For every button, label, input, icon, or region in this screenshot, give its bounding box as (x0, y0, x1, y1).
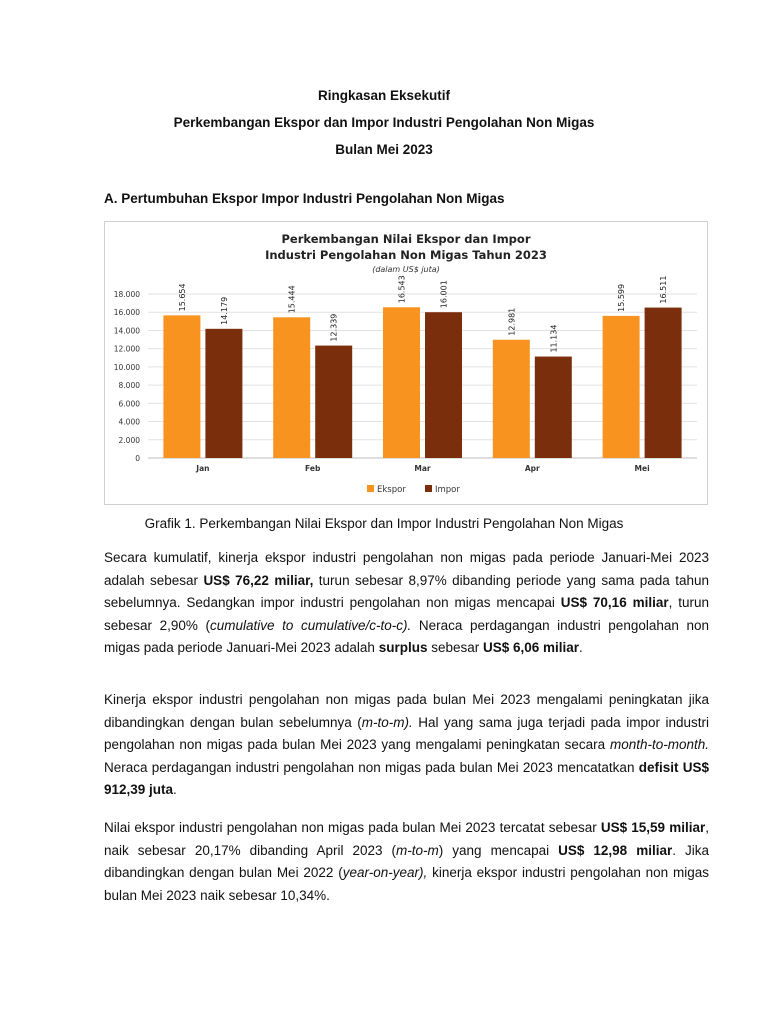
p1-text-a: Secara kumulatif, kinerja ekspor industri pengolahan non migas pada periode Januari-Mei 2023 adalah sebesar (104, 550, 709, 588)
chart-bars (163, 307, 681, 458)
x-tick-label-mar: Mar (414, 464, 431, 473)
paragraph-may-export (104, 817, 709, 907)
p1-surplus-word: surplus (378, 640, 428, 656)
data-label-ekspor-apr: 12.981 (507, 307, 517, 336)
bar-ekspor-feb (273, 317, 310, 458)
p2-text-c: Hal yang sama juga terjadi pada impor industri pengolahan non migas pada bulan Mei 2023 yang mengalami peningkatan secara (104, 714, 709, 753)
p2-mtom-term: m-to-m). (361, 714, 413, 730)
p2-text-e: Neraca perdagangan industri pengolahan non migas pada bulan Mei 2023 mencatatkan (104, 759, 639, 775)
p3-text-e: ) yang mencapai (438, 842, 559, 858)
p1-text-e: , turun sebesar 2,90% ( (104, 595, 709, 633)
chart-subtitle: (dalam US$ juta) (372, 265, 440, 274)
p3-text-i: kinerja ekspor industri pengolahan non migas bulan Mei 2023 naik sebesar 10,34%. (104, 865, 710, 903)
chart-legend (367, 485, 460, 495)
data-label-ekspor-jan: 15.654 (177, 283, 187, 312)
p1-import-value: US$ 70,16 miliar (560, 595, 669, 611)
chart-title-line1: Perkembangan Nilai Ekspor dan Impor (281, 232, 531, 246)
p1-text-i: sebesar (427, 640, 483, 656)
chart-data-labels (178, 275, 668, 352)
y-tick-label: 8.000 (118, 381, 140, 391)
p3-may-export-value: US$ 15,59 miliar (600, 820, 706, 835)
section-heading: A. Pertumbuhan Ekspor Impor Industri Pengolahan Non Migas (104, 191, 505, 206)
bar-ekspor-jan (163, 315, 200, 458)
paragraph-cumulative (104, 547, 709, 660)
p3-yoy-term: year-on-year), (342, 865, 428, 881)
bar-ekspor-apr (493, 340, 530, 458)
bar-impor-apr (535, 357, 572, 458)
y-tick-label: 16.000 (113, 308, 140, 318)
data-label-impor-feb: 12.339 (329, 313, 339, 342)
y-tick-label: 10.000 (113, 362, 140, 372)
p3-text-c: , naik sebesar 20,17% dibanding April 2023 ( (104, 820, 709, 858)
bar-impor-feb (315, 346, 352, 458)
y-tick-label: 4.000 (118, 417, 140, 427)
p1-text-g: Neraca perdagangan industri pengolahan non migas pada periode Januari-Mei 2023 adalah (104, 617, 709, 656)
data-label-ekspor-mei: 15.599 (617, 283, 627, 312)
p3-text-g: . Jika dibandingkan dengan bulan Mei 2022 ( (104, 842, 709, 881)
figure-caption: Grafik 1. Perkembangan Nilai Ekspor dan Impor Industri Pengolahan Non Migas (144, 516, 624, 531)
document-title-block (0, 86, 768, 167)
y-tick-label: 14.000 (113, 326, 140, 336)
data-label-ekspor-mar: 16.543 (397, 275, 407, 304)
y-tick-label: 12.000 (113, 344, 140, 354)
p3-april-export-value: US$ 12,98 miliar (558, 842, 673, 858)
doc-title-line2: Perkembangan Ekspor dan Impor Industri Pengolahan Non Migas (173, 115, 595, 130)
export-import-chart (104, 221, 708, 505)
doc-title-line1: Ringkasan Eksekutif (317, 88, 451, 103)
legend-label-ekspor: Ekspor (377, 485, 406, 495)
x-tick-label-mei: Mei (634, 464, 650, 473)
legend-swatch-impor (425, 485, 432, 492)
legend-label-impor: Impor (435, 485, 460, 495)
p1-text-k: . (579, 640, 583, 656)
bar-ekspor-mei (603, 316, 640, 458)
bar-impor-jan (205, 329, 242, 458)
data-label-impor-mar: 16.001 (439, 280, 449, 309)
bar-ekspor-mar (383, 307, 420, 458)
y-tick-label: 6.000 (118, 399, 140, 409)
y-tick-label: 2.000 (118, 435, 140, 445)
p2-deficit-value: defisit US$ 912,39 juta (104, 759, 709, 798)
doc-title-line3: Bulan Mei 2023 (335, 142, 433, 157)
paragraph-monthly (104, 689, 709, 802)
p3-text-a: Nilai ekspor industri pengolahan non migas pada bulan Mei 2023 tercatat sebesar (104, 820, 601, 835)
p1-surplus-value: US$ 6,06 miliar (482, 640, 580, 656)
p2-text-g: . (173, 782, 177, 798)
p2-text-a: Kinerja ekspor industri pengolahan non migas pada bulan Mei 2023 mengalami peningkatan jika dibandingkan dengan bulan sebelumnya ( (104, 692, 709, 730)
x-tick-label-apr: Apr (524, 464, 540, 473)
bar-impor-mar (425, 312, 462, 458)
data-label-impor-apr: 11.134 (549, 324, 559, 353)
p1-ctoc-term: cumulative to cumulative/c-to-c). (210, 617, 412, 633)
y-tick-label: 0 (135, 454, 140, 463)
data-label-ekspor-feb: 15.444 (287, 285, 297, 314)
p2-month-to-month-term: month-to-month. (609, 737, 709, 753)
bar-impor-mei (645, 308, 682, 458)
chart-x-axis (195, 464, 649, 473)
legend-swatch-ekspor (367, 485, 374, 492)
p1-export-value: US$ 76,22 miliar, (203, 572, 314, 588)
y-tick-label: 18.000 (113, 290, 140, 299)
chart-title-line2: Industri Pengolahan Non Migas Tahun 2023 (265, 248, 547, 262)
data-label-impor-mei: 16.511 (659, 275, 669, 304)
p3-mtom-term: m-to-m (396, 842, 439, 858)
data-label-impor-jan: 14.179 (219, 296, 229, 325)
x-tick-label-jan: Jan (196, 464, 210, 473)
p1-text-c: turun sebesar 8,97% dibanding periode yang sama pada tahun sebelumnya. Sedangkan impor industri pengolahan non migas mencapai (104, 572, 710, 611)
chart-y-axis (114, 290, 140, 463)
chart-svg (105, 222, 707, 504)
x-tick-label-feb: Feb (305, 464, 321, 473)
